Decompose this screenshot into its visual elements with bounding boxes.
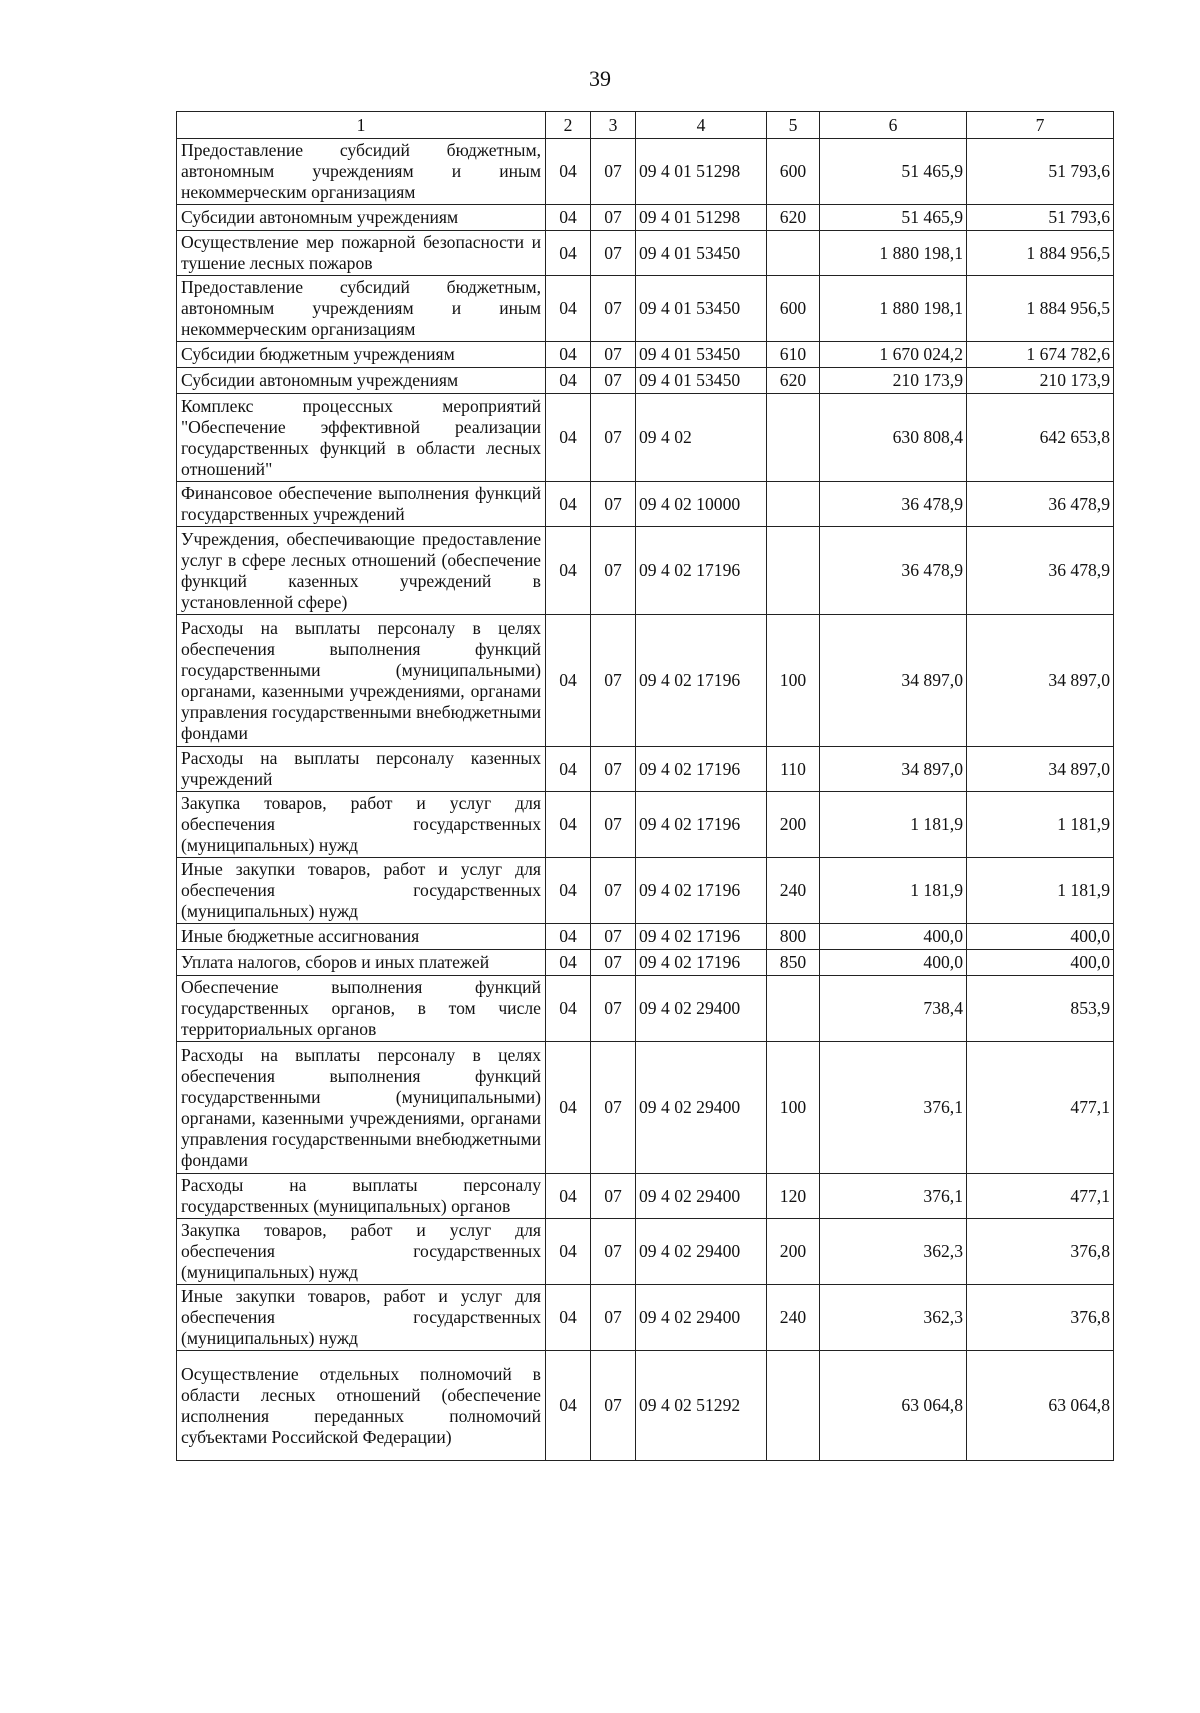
row-target-code: 09 4 01 53450: [636, 342, 767, 368]
row-subsection: 07: [591, 747, 636, 792]
row-amount-year-1: 63 064,8: [820, 1351, 967, 1461]
row-target-code: 09 4 01 53450: [636, 276, 767, 342]
row-target-code: 09 4 01 51298: [636, 205, 767, 231]
row-section: 04: [546, 976, 591, 1042]
row-expense-type: 120: [767, 1174, 820, 1219]
row-expense-type: [767, 976, 820, 1042]
row-section: 04: [546, 368, 591, 394]
row-target-code: 09 4 02: [636, 394, 767, 482]
row-section: 04: [546, 139, 591, 205]
table-row: [177, 139, 1114, 205]
row-target-code: 09 4 02 29400: [636, 1174, 767, 1219]
row-name: Иные бюджетные ассигнования: [177, 924, 546, 950]
row-section: 04: [546, 1285, 591, 1351]
row-section: 04: [546, 1219, 591, 1285]
row-target-code: 09 4 02 17196: [636, 858, 767, 924]
table-row: [177, 276, 1114, 342]
row-subsection: 07: [591, 276, 636, 342]
row-name: Расходы на выплаты персоналу в целях обеспечения выполнения функций государственными (муниципальными) органами, казенными учреждениями, органами управления государственными внебюджетными фондами: [177, 615, 546, 747]
table-row: [177, 976, 1114, 1042]
row-subsection: 07: [591, 1042, 636, 1174]
row-amount-year-2: 36 478,9: [967, 527, 1114, 615]
row-subsection: 07: [591, 527, 636, 615]
row-target-code: 09 4 01 51298: [636, 139, 767, 205]
row-expense-type: 600: [767, 276, 820, 342]
row-amount-year-2: 1 181,9: [967, 858, 1114, 924]
row-amount-year-2: 1 674 782,6: [967, 342, 1114, 368]
header-cell-3: 3: [591, 112, 636, 139]
row-target-code: 09 4 02 29400: [636, 1285, 767, 1351]
row-section: 04: [546, 1042, 591, 1174]
row-section: 04: [546, 924, 591, 950]
row-section: 04: [546, 1351, 591, 1461]
row-name: Расходы на выплаты персоналу в целях обеспечения выполнения функций государственными (муниципальными) органами, казенными учреждениями, органами управления государственными внебюджетными фондами: [177, 1042, 546, 1174]
row-target-code: 09 4 01 53450: [636, 368, 767, 394]
table-row: [177, 482, 1114, 527]
row-name: Предоставление субсидий бюджетным, автономным учреждениям и иным некоммерческим организациям: [177, 139, 546, 205]
row-expense-type: 850: [767, 950, 820, 976]
row-amount-year-2: 36 478,9: [967, 482, 1114, 527]
table-row: [177, 950, 1114, 976]
row-target-code: 09 4 02 29400: [636, 1042, 767, 1174]
table-row: [177, 342, 1114, 368]
row-expense-type: 620: [767, 368, 820, 394]
row-amount-year-1: 210 173,9: [820, 368, 967, 394]
row-amount-year-2: 51 793,6: [967, 139, 1114, 205]
row-subsection: 07: [591, 792, 636, 858]
row-amount-year-1: 362,3: [820, 1219, 967, 1285]
row-amount-year-1: 376,1: [820, 1042, 967, 1174]
row-amount-year-1: 51 465,9: [820, 139, 967, 205]
row-amount-year-1: 630 808,4: [820, 394, 967, 482]
header-cell-5: 5: [767, 112, 820, 139]
row-amount-year-2: 853,9: [967, 976, 1114, 1042]
row-subsection: 07: [591, 1351, 636, 1461]
row-section: 04: [546, 950, 591, 976]
row-subsection: 07: [591, 205, 636, 231]
table-row: [177, 792, 1114, 858]
row-name: Расходы на выплаты персоналу казенных учреждений: [177, 747, 546, 792]
row-expense-type: 100: [767, 615, 820, 747]
row-expense-type: 200: [767, 1219, 820, 1285]
row-name: Обеспечение выполнения функций государственных органов, в том числе территориальных органов: [177, 976, 546, 1042]
row-name: Закупка товаров, работ и услуг для обеспечения государственных (муниципальных) нужд: [177, 792, 546, 858]
row-amount-year-2: 376,8: [967, 1219, 1114, 1285]
budget-table: [176, 111, 1114, 1461]
header-cell-4: 4: [636, 112, 767, 139]
row-amount-year-1: 1 880 198,1: [820, 276, 967, 342]
header-cell-6: 6: [820, 112, 967, 139]
row-expense-type: [767, 482, 820, 527]
row-expense-type: 200: [767, 792, 820, 858]
row-expense-type: 240: [767, 858, 820, 924]
table-row: [177, 1351, 1114, 1461]
row-section: 04: [546, 231, 591, 276]
table-row: [177, 858, 1114, 924]
header-cell-7: 7: [967, 112, 1114, 139]
row-name: Иные закупки товаров, работ и услуг для обеспечения государственных (муниципальных) нужд: [177, 1285, 546, 1351]
row-name: Осуществление отдельных полномочий в области лесных отношений (обеспечение исполнения переданных полномочий субъектами Российской Федерации): [177, 1351, 546, 1461]
row-subsection: 07: [591, 1219, 636, 1285]
row-name: Финансовое обеспечение выполнения функций государственных учреждений: [177, 482, 546, 527]
row-expense-type: 240: [767, 1285, 820, 1351]
row-amount-year-1: 36 478,9: [820, 482, 967, 527]
row-subsection: 07: [591, 1285, 636, 1351]
row-section: 04: [546, 482, 591, 527]
row-subsection: 07: [591, 924, 636, 950]
row-amount-year-1: 1 670 024,2: [820, 342, 967, 368]
row-expense-type: 800: [767, 924, 820, 950]
table-row: [177, 1174, 1114, 1219]
row-amount-year-1: 34 897,0: [820, 615, 967, 747]
row-amount-year-2: 34 897,0: [967, 615, 1114, 747]
row-section: 04: [546, 394, 591, 482]
row-amount-year-2: 210 173,9: [967, 368, 1114, 394]
row-name: Расходы на выплаты персоналу государственных (муниципальных) органов: [177, 1174, 546, 1219]
table-row: [177, 615, 1114, 747]
row-amount-year-2: 51 793,6: [967, 205, 1114, 231]
row-expense-type: [767, 1351, 820, 1461]
row-target-code: 09 4 02 17196: [636, 792, 767, 858]
row-expense-type: [767, 527, 820, 615]
table-row: [177, 1219, 1114, 1285]
row-subsection: 07: [591, 342, 636, 368]
row-section: 04: [546, 276, 591, 342]
row-amount-year-1: 400,0: [820, 924, 967, 950]
row-subsection: 07: [591, 615, 636, 747]
row-amount-year-2: 376,8: [967, 1285, 1114, 1351]
row-subsection: 07: [591, 976, 636, 1042]
row-section: 04: [546, 342, 591, 368]
row-name: Учреждения, обеспечивающие предоставление услуг в сфере лесных отношений (обеспечение функций казенных учреждений в установленной сфере): [177, 527, 546, 615]
row-name: Субсидии бюджетным учреждениям: [177, 342, 546, 368]
table-body: [177, 139, 1114, 1461]
table-row: [177, 1285, 1114, 1351]
row-section: 04: [546, 615, 591, 747]
page-number: 39: [589, 66, 611, 91]
header-cell-1: 1: [177, 112, 546, 139]
header-cell-2: 2: [546, 112, 591, 139]
row-target-code: 09 4 02 17196: [636, 527, 767, 615]
row-target-code: 09 4 01 53450: [636, 231, 767, 276]
row-subsection: 07: [591, 368, 636, 394]
row-subsection: 07: [591, 139, 636, 205]
row-section: 04: [546, 527, 591, 615]
row-amount-year-2: 400,0: [967, 950, 1114, 976]
row-amount-year-1: 1 181,9: [820, 858, 967, 924]
row-amount-year-1: 738,4: [820, 976, 967, 1042]
row-section: 04: [546, 747, 591, 792]
row-subsection: 07: [591, 482, 636, 527]
row-amount-year-2: 1 884 956,5: [967, 276, 1114, 342]
row-amount-year-2: 34 897,0: [967, 747, 1114, 792]
row-section: 04: [546, 858, 591, 924]
row-amount-year-2: 63 064,8: [967, 1351, 1114, 1461]
row-expense-type: 110: [767, 747, 820, 792]
table-row: [177, 368, 1114, 394]
row-expense-type: 610: [767, 342, 820, 368]
row-name: Уплата налогов, сборов и иных платежей: [177, 950, 546, 976]
row-amount-year-2: 477,1: [967, 1174, 1114, 1219]
row-amount-year-2: 642 653,8: [967, 394, 1114, 482]
row-amount-year-2: 400,0: [967, 924, 1114, 950]
table-row: [177, 527, 1114, 615]
row-name: Осуществление мер пожарной безопасности и тушение лесных пожаров: [177, 231, 546, 276]
row-target-code: 09 4 02 51292: [636, 1351, 767, 1461]
row-expense-type: [767, 394, 820, 482]
table-row: [177, 924, 1114, 950]
row-amount-year-1: 51 465,9: [820, 205, 967, 231]
row-expense-type: 100: [767, 1042, 820, 1174]
row-section: 04: [546, 205, 591, 231]
row-section: 04: [546, 792, 591, 858]
row-name: Предоставление субсидий бюджетным, автономным учреждениям и иным некоммерческим организациям: [177, 276, 546, 342]
table-row: [177, 205, 1114, 231]
row-subsection: 07: [591, 231, 636, 276]
row-section: 04: [546, 1174, 591, 1219]
table-row: [177, 1042, 1114, 1174]
table-row: [177, 747, 1114, 792]
row-expense-type: [767, 231, 820, 276]
row-target-code: 09 4 02 10000: [636, 482, 767, 527]
table-row: [177, 394, 1114, 482]
row-target-code: 09 4 02 17196: [636, 615, 767, 747]
row-subsection: 07: [591, 1174, 636, 1219]
header-row: [177, 112, 1114, 139]
table-row: [177, 231, 1114, 276]
row-name: Комплекс процессных мероприятий "Обеспечение эффективной реализации государственных функций в области лесных отношений": [177, 394, 546, 482]
row-amount-year-1: 1 880 198,1: [820, 231, 967, 276]
row-name: Субсидии автономным учреждениям: [177, 205, 546, 231]
row-subsection: 07: [591, 950, 636, 976]
row-amount-year-1: 36 478,9: [820, 527, 967, 615]
row-amount-year-1: 34 897,0: [820, 747, 967, 792]
row-amount-year-1: 1 181,9: [820, 792, 967, 858]
row-name: Закупка товаров, работ и услуг для обеспечения государственных (муниципальных) нужд: [177, 1219, 546, 1285]
row-target-code: 09 4 02 17196: [636, 950, 767, 976]
row-amount-year-1: 376,1: [820, 1174, 967, 1219]
row-subsection: 07: [591, 858, 636, 924]
row-name: Иные закупки товаров, работ и услуг для обеспечения государственных (муниципальных) нужд: [177, 858, 546, 924]
row-amount-year-1: 400,0: [820, 950, 967, 976]
row-name: Субсидии автономным учреждениям: [177, 368, 546, 394]
row-amount-year-2: 1 181,9: [967, 792, 1114, 858]
row-amount-year-2: 1 884 956,5: [967, 231, 1114, 276]
row-amount-year-1: 362,3: [820, 1285, 967, 1351]
row-subsection: 07: [591, 394, 636, 482]
row-expense-type: 600: [767, 139, 820, 205]
row-expense-type: 620: [767, 205, 820, 231]
table-header: [177, 112, 1114, 139]
row-target-code: 09 4 02 17196: [636, 924, 767, 950]
row-target-code: 09 4 02 29400: [636, 976, 767, 1042]
row-target-code: 09 4 02 29400: [636, 1219, 767, 1285]
row-target-code: 09 4 02 17196: [636, 747, 767, 792]
row-amount-year-2: 477,1: [967, 1042, 1114, 1174]
